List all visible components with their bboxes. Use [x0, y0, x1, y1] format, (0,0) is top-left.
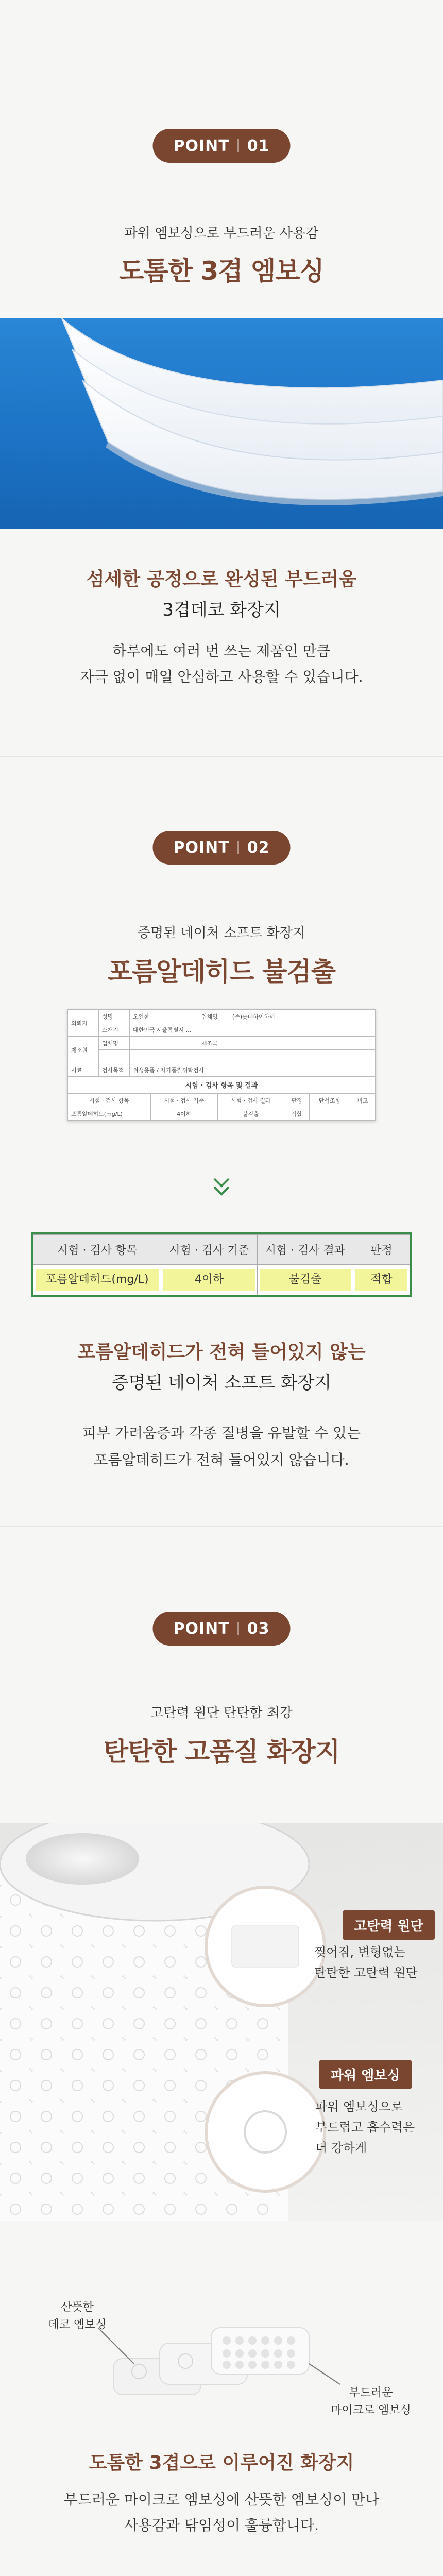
point-badge-03: POINT 03	[153, 1612, 291, 1646]
callout-deco-emboss-2: 데코 엠보싱	[48, 2318, 107, 2331]
feature-desc-power-emboss-2: 부드럽고 흡수력은	[315, 2120, 415, 2134]
callout-micro-emboss-2: 마이크로 엠보싱	[331, 2404, 411, 2417]
feature-desc-high-elasticity-1: 찢어짐, 변형없는	[314, 1945, 406, 1959]
section2-body-line1: 피부 가려움증과 각종 질병을 유발할 수 있는	[82, 1425, 361, 1442]
double-chevron-down-icon	[211, 1176, 232, 1199]
feature-desc-power-emboss-3: 더 강하게	[315, 2141, 367, 2155]
section1-heading-line1: 섬세한 공정으로 완성된 부드러움	[86, 569, 357, 590]
section2-headline: 포름알데히드 불검출	[107, 957, 336, 987]
point-badge-01: POINT 01	[153, 129, 291, 163]
section1-heading-line2: 3겹데코 화장지	[162, 600, 281, 620]
feature-desc-high-elasticity-2: 탄탄한 고탄력 원단	[314, 1965, 418, 1980]
section-divider	[0, 1526, 443, 1527]
section2-heading-line1: 포름알데히드가 전혀 들어있지 않는	[77, 1342, 366, 1363]
result-table: 시험 · 검사 항목 시험 · 검사 기준 시험 · 검사 결과 판정 포름알데히드(mg/L) 4이하 불검출 적합	[31, 1232, 412, 1297]
section1-subtitle: 파워 엠보싱으로 부드러운 사용감	[124, 226, 319, 241]
section1-body-line1: 하루에도 여러 번 쓰는 제품인 만큼	[112, 642, 331, 659]
embossed-tissue-image	[0, 318, 443, 529]
feature-tag-power-emboss: 파워 엠보싱	[319, 2060, 412, 2089]
section3-headline: 탄탄한 고품질 화장지	[103, 1737, 340, 1767]
callout-micro-emboss-1: 부드러운	[349, 2386, 393, 2399]
feature-desc-power-emboss-1: 파워 엠보싱으로	[315, 2099, 403, 2114]
section2-body-line2: 포름알데히드가 전혀 들어있지 않습니다.	[94, 1451, 349, 1468]
section3-body-line2: 사용감과 닦임성이 훌륭합니다.	[124, 2517, 319, 2534]
callout-deco-emboss-1: 산뜻한	[61, 2301, 94, 2314]
section-divider	[0, 756, 443, 757]
section1-body-line2: 자극 없이 매일 안심하고 사용할 수 있습니다.	[80, 668, 363, 685]
section3-heading: 도톰한 3겹으로 이루어진 화장지	[89, 2452, 354, 2473]
section3-body-line1: 부드러운 마이크로 엠보싱에 산뜻한 엠보싱이 만나	[63, 2491, 380, 2508]
feature-tag-high-elasticity: 고탄력 원단	[343, 1910, 435, 1940]
section1-headline: 도톰한 3겹 엠보싱	[119, 256, 324, 286]
section2-heading-line2: 증명된 네이처 소프트 화장지	[111, 1372, 332, 1393]
tissue-roll-image	[0, 1823, 443, 2221]
section2-subtitle: 증명된 네이처 소프트 화장지	[137, 925, 306, 941]
section3-subtitle: 고탄력 원단 탄탄함 최강	[150, 1705, 293, 1721]
test-report-document: 의뢰자 성명 오인한 업체명 (주)롯데하이하이 소재지 대한민국 서울특별시 ... 제조원 업체명 제조국 시료 검사목적 위생용품 / 자가품질위탁검사 시험 · 검사 항목 및 결과 시험 · 검사 항목 시험 · 검사 기준 시험 · 검사 결과 판정 단서조항 비고 포름알데히드(mg/L) 4이하 불검출 적합	[67, 1009, 376, 1121]
point-badge-02: POINT 02	[153, 831, 291, 865]
